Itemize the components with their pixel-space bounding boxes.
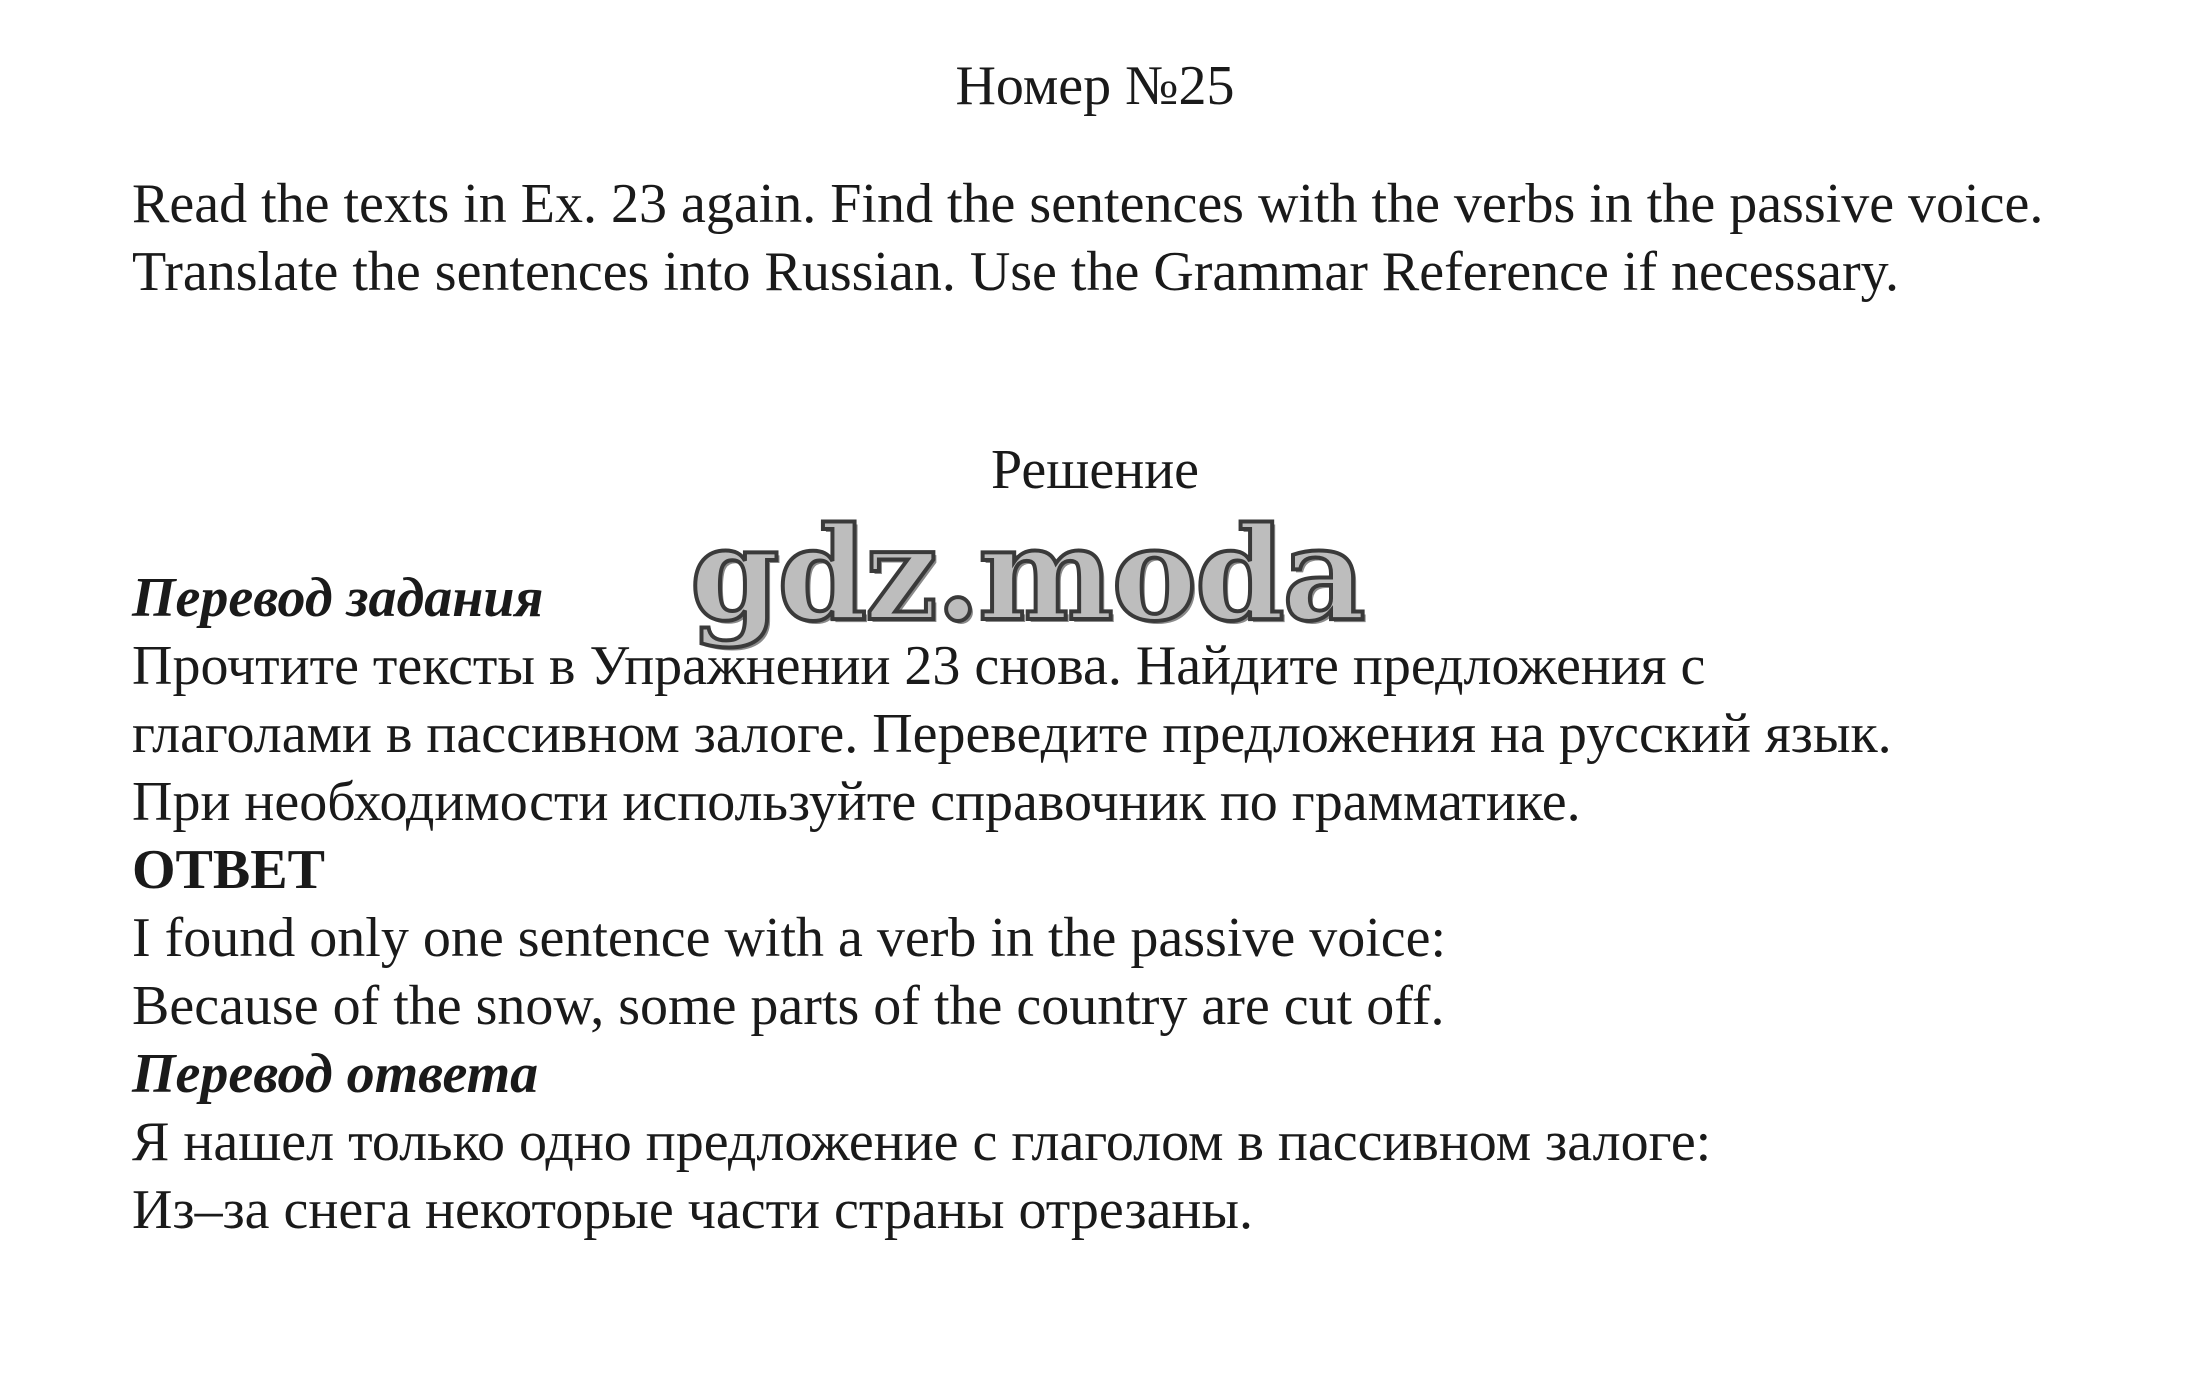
answer-heading: ОТВЕТ [132,839,325,901]
page-title: Номер №25 [955,55,1235,117]
answer-translation-line: Из–за снега некоторые части страны отрезаны. [132,1179,1254,1241]
solution-heading: Решение [990,439,1200,501]
answer-translation-heading: Перевод ответа [132,1043,539,1105]
answer-translation-line: Я нашел только одно предложение с глаголом в пассивном залоге: [132,1111,1712,1173]
answer-line: I found only one sentence with a verb in the passive voice: [132,907,1447,969]
task-translation-heading: Перевод задания [132,567,544,629]
task-translation-line: глаголами в пассивном залоге. Переведите предложения на русский язык. [132,703,1892,765]
watermark-logo: gdz.moda [690,500,1364,650]
task-translation-line: При необходимости используйте справочник по грамматике. [132,771,1581,833]
task-translation-line: Прочтите тексты в Упражнении 23 снова. Найдите предложения с [132,635,1706,697]
solution-body [132,564,2092,1244]
task-text: Read the texts in Ex. 23 again. Find the sentences with the verbs in the passive voice. Translate the sentences into Russian. Use the Grammar Reference if necessary. [132,173,2044,303]
answer-line: Because of the snow, some parts of the country are cut off. [132,975,1445,1037]
